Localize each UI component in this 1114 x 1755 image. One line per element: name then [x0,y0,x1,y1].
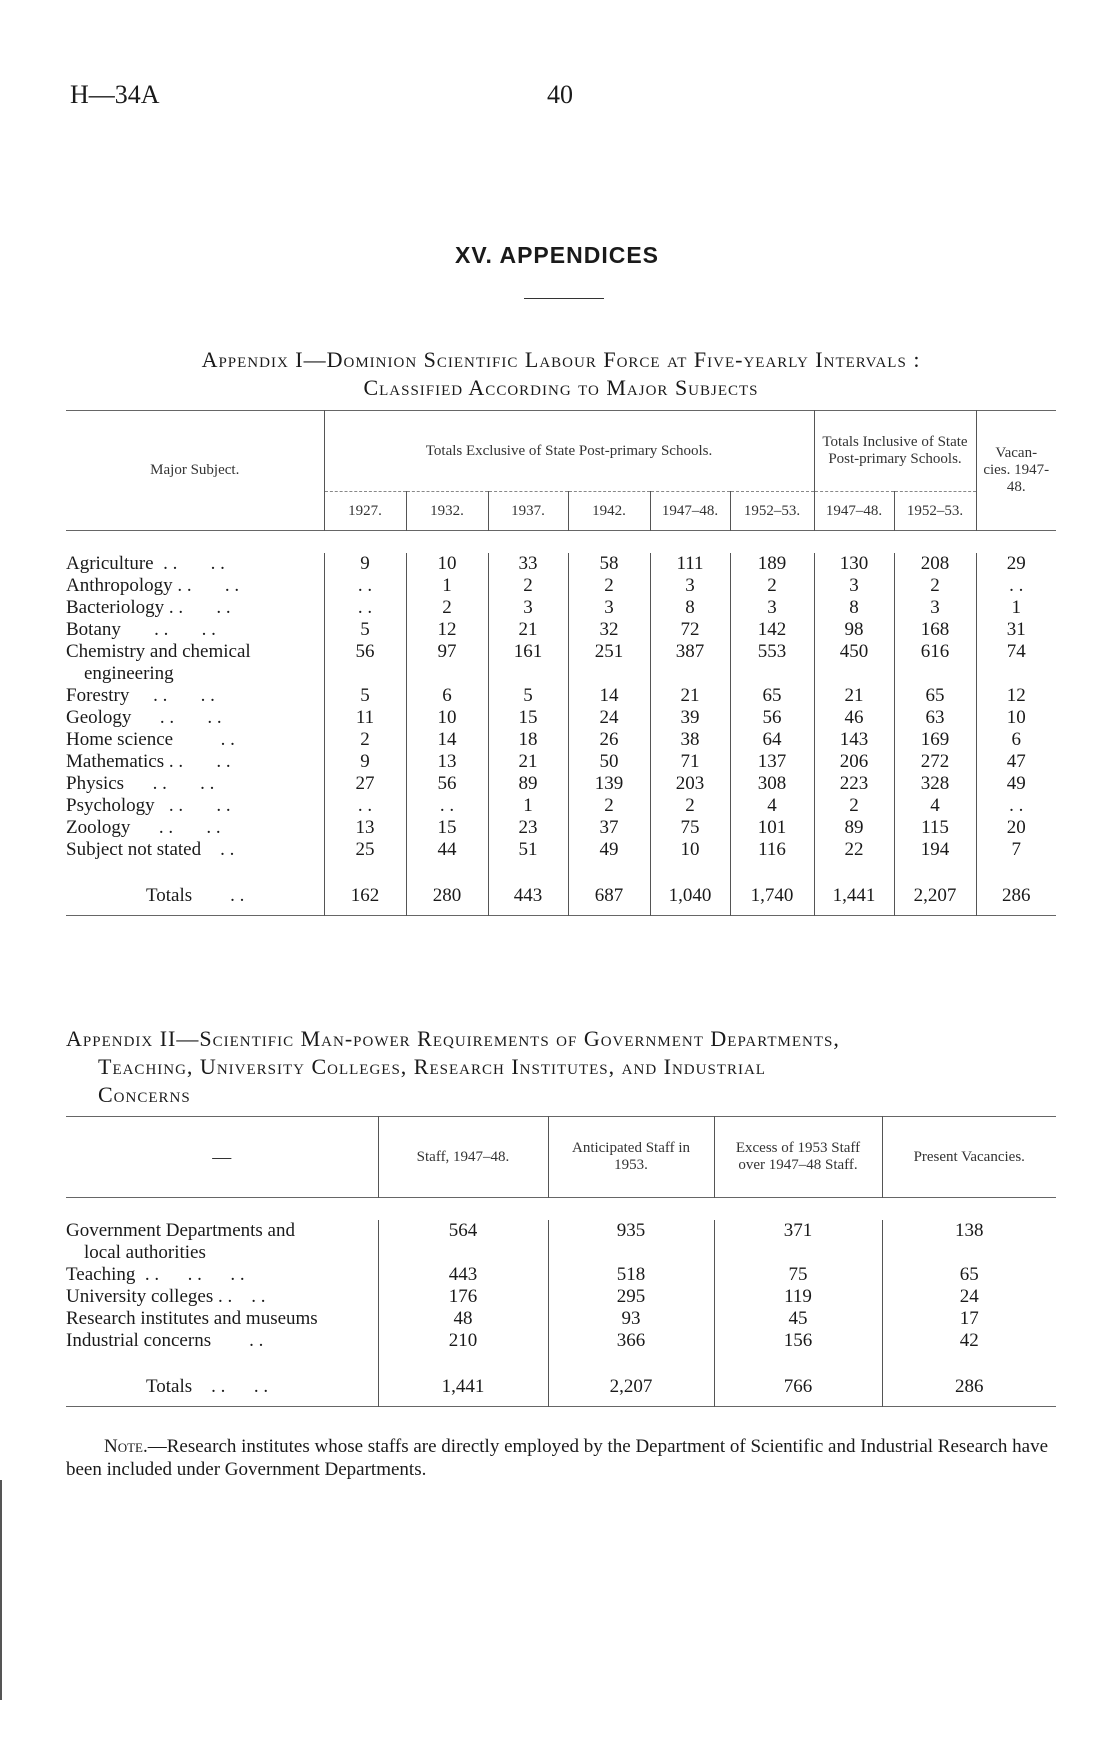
table-cell: 130 [814,553,894,575]
table-row [66,707,1056,729]
spacer-cell [66,861,324,877]
table-cell: 2 [324,729,406,751]
table-row [66,729,1056,751]
table-cell: 21 [814,685,894,707]
table-cell: 50 [568,751,650,773]
table-cell: 206 [814,751,894,773]
table-cell: 48 [378,1308,548,1330]
table-cell: . . [976,575,1056,597]
row-label [66,839,324,861]
row-label [66,619,324,641]
row-label-text: University colleges . . . . [66,1286,266,1307]
table-cell: 13 [324,817,406,839]
table-cell: 14 [568,685,650,707]
table-cell: 308 [730,773,814,795]
table-cell: 116 [730,839,814,861]
appendix2-title-line2: Teaching, University Colleges, Research Institutes, and Industrial [98,1054,766,1079]
header-exclusive: Totals Exclusive of State Post-primary Schools. [324,411,814,492]
table-cell: 65 [730,685,814,707]
table-cell: 20 [976,817,1056,839]
header-excess: Excess of 1953 Staff over 1947–48 Staff. [714,1117,882,1198]
year-1932: 1932. [406,492,488,531]
table-cell: 8 [814,597,894,619]
table-cell: 4 [894,795,976,817]
table-cell: . . [324,597,406,619]
header-present-vacancies: Present Vacancies. [882,1117,1056,1198]
table-cell: 12 [976,685,1056,707]
totals-cell: 286 [976,877,1056,916]
table-cell: 161 [488,641,568,685]
totals-cell: 1,441 [378,1368,548,1407]
table-cell: 15 [488,707,568,729]
totals-cell: 280 [406,877,488,916]
row-label-text: Zoology . . . . [66,817,221,838]
spacer-cell [976,861,1056,877]
header-inclusive: Totals Inclusive of State Post-primary Schools. [814,411,976,492]
table-cell: 156 [714,1330,882,1352]
table-cell: 74 [976,641,1056,685]
table-cell: 137 [730,751,814,773]
year-1952-53: 1952–53. [730,492,814,531]
table-cell: 9 [324,751,406,773]
row-label-text: Botany . . . . [66,619,216,640]
totals-label: Totals . . . . [146,1376,269,1397]
table-cell: 98 [814,619,894,641]
table-cell: 24 [568,707,650,729]
table-cell: 3 [730,597,814,619]
table-cell: 47 [976,751,1056,773]
table-cell: 17 [882,1308,1056,1330]
table-cell: 450 [814,641,894,685]
table-cell: 1 [488,795,568,817]
spacer-row [66,1352,1056,1368]
table-cell: 5 [324,685,406,707]
table-cell: 13 [406,751,488,773]
note-paragraph [66,1435,1056,1481]
row-label-text: Forestry . . . . [66,685,215,706]
table-cell: 387 [650,641,730,685]
row-label [66,773,324,795]
table-cell: 9 [324,553,406,575]
row-label-text: Mathematics . . . . [66,751,231,772]
row-label-text: Bacteriology . . . . [66,597,231,618]
row-label-text: Industrial concerns . . [66,1330,264,1351]
row-label-continuation: local authorities [84,1242,206,1263]
table-cell: 65 [894,685,976,707]
table-cell: . . [324,575,406,597]
table-cell: 49 [568,839,650,861]
year-1927: 1927. [324,492,406,531]
table-cell: 33 [488,553,568,575]
table-cell: 443 [378,1264,548,1286]
spacer-cell [814,861,894,877]
totals-cell: 443 [488,877,568,916]
table-row [66,817,1056,839]
table-cell: 32 [568,619,650,641]
table-cell: 518 [548,1264,714,1286]
table-cell: 4 [730,795,814,817]
header-anticipated: Anticipated Staff in 1953. [548,1117,714,1198]
row-label-text: Home science . . [66,729,235,750]
table-row [66,773,1056,795]
table-cell: 49 [976,773,1056,795]
table-cell: 46 [814,707,894,729]
table-cell: . . [324,795,406,817]
table-cell: 29 [976,553,1056,575]
table-cell: 138 [882,1220,1056,1264]
table-cell: 51 [488,839,568,861]
table-cell: 295 [548,1286,714,1308]
table-cell: 2 [406,597,488,619]
table-row [66,1308,1056,1330]
totals-cell: 162 [324,877,406,916]
row-label-text: Anthropology . . . . [66,575,240,596]
table-cell: 142 [730,619,814,641]
note-text: —Research institutes whose staffs are directly employed by the Department of Scientific and Industrial Research have been included under Government Departments. [66,1436,1049,1480]
table-row [66,839,1056,861]
table-cell: 272 [894,751,976,773]
spacer-cell [714,1352,882,1368]
table-cell: 75 [650,817,730,839]
table-cell: 3 [814,575,894,597]
spacer-cell [894,861,976,877]
table-cell: 2 [894,575,976,597]
table-cell: 564 [378,1220,548,1264]
table-cell: 6 [406,685,488,707]
table-cell: 56 [406,773,488,795]
table-cell: 71 [650,751,730,773]
table-cell: 208 [894,553,976,575]
year-1947-48: 1947–48. [650,492,730,531]
table-cell: 115 [894,817,976,839]
table-cell: 143 [814,729,894,751]
table-row [66,619,1056,641]
row-label [66,597,324,619]
table-cell: 31 [976,619,1056,641]
table-cell: 10 [406,553,488,575]
table-cell: 3 [650,575,730,597]
table-cell: 10 [976,707,1056,729]
table-row [66,641,1056,685]
table-cell: 2 [488,575,568,597]
table-cell: 111 [650,553,730,575]
table-cell: 14 [406,729,488,751]
table-cell: 5 [488,685,568,707]
appendix2-title-line3: Concerns [98,1082,191,1107]
spacer-cell [324,861,406,877]
table-cell: 42 [882,1330,1056,1352]
table-cell: 203 [650,773,730,795]
appendix1-table [66,410,1056,916]
spacer-cell [378,1352,548,1368]
row-label-text: Teaching . . . . . . [66,1264,245,1285]
table-cell: 2 [650,795,730,817]
totals-cell: 1,740 [730,877,814,916]
table-cell: 21 [650,685,730,707]
row-label-text: Psychology . . . . [66,795,231,816]
table-cell: 1 [976,597,1056,619]
row-label [66,1286,378,1308]
totals-cell: 687 [568,877,650,916]
spacer-cell [488,861,568,877]
table-cell: 27 [324,773,406,795]
table-cell: 65 [882,1264,1056,1286]
table-cell: 22 [814,839,894,861]
totals-cell: 286 [882,1368,1056,1407]
table-cell: 72 [650,619,730,641]
appendix2-title-line1: Appendix II—Scientific Man-power Requirements of Government Departments, [66,1026,840,1051]
table-cell: 5 [324,619,406,641]
spacer-cell [730,861,814,877]
table-cell: 189 [730,553,814,575]
table-row [66,575,1056,597]
table-cell: 8 [650,597,730,619]
table-cell: 194 [894,839,976,861]
table-cell: 3 [488,597,568,619]
page-number: 40 [547,80,573,109]
header-major-subject: Major Subject. [150,462,240,478]
table-cell: 366 [548,1330,714,1352]
year-incl-1947-48: 1947–48. [814,492,894,531]
totals-cell: 1,441 [814,877,894,916]
row-label-continuation: engineering [84,663,174,684]
table-cell: 168 [894,619,976,641]
spacer-cell [406,861,488,877]
row-label-text: Chemistry and chemical [66,641,251,662]
table-cell: 7 [976,839,1056,861]
table-cell: 75 [714,1264,882,1286]
table-row [66,1220,1056,1264]
totals-label: Totals . . [146,885,245,906]
table-cell: 371 [714,1220,882,1264]
table-cell: 1 [406,575,488,597]
table-cell: 251 [568,641,650,685]
table-cell: 2 [814,795,894,817]
row-label [66,575,324,597]
table-cell: 18 [488,729,568,751]
table-row [66,751,1056,773]
table-cell: 89 [488,773,568,795]
row-label [66,641,324,685]
table-cell: 10 [650,839,730,861]
row-label-text: Research institutes and museums [66,1308,318,1329]
row-label-text: Geology . . . . [66,707,222,728]
spacer-row [66,531,1056,554]
table-cell: 15 [406,817,488,839]
row-label [66,751,324,773]
year-1942: 1942. [568,492,650,531]
table-cell: 223 [814,773,894,795]
table-cell: 37 [568,817,650,839]
table-cell: 210 [378,1330,548,1352]
row-label [66,729,324,751]
row-label [66,707,324,729]
section-title: XV. APPENDICES [454,242,660,268]
totals-row [66,1368,1056,1407]
table-row [66,1264,1056,1286]
row-label [66,1220,378,1264]
table-cell: 21 [488,619,568,641]
table-cell: 26 [568,729,650,751]
row-label-text: Government Departments and [66,1220,295,1241]
header-vacancies: Vacan-cies. 1947-48. [976,411,1056,531]
appendix2-title [66,1025,1056,1109]
table-cell: 2 [568,795,650,817]
appendix1-title-line1: Appendix I—Dominion Scientific Labour Force at Five-yearly Intervals : [201,347,921,372]
table-row [66,597,1056,619]
year-incl-1952-53: 1952–53. [894,492,976,531]
appendix2-table [66,1116,1056,1407]
note-label: Note. [104,1436,148,1457]
table-row [66,795,1056,817]
row-label [66,795,324,817]
table-row [66,1286,1056,1308]
row-label [66,1308,378,1330]
table-cell: 119 [714,1286,882,1308]
table-cell: 93 [548,1308,714,1330]
totals-cell: 2,207 [548,1368,714,1407]
title-rule [524,298,604,299]
table-row [66,553,1056,575]
table-cell: . . [976,795,1056,817]
document-reference: H—34A [70,80,160,109]
table-cell: 25 [324,839,406,861]
table-cell: 616 [894,641,976,685]
table-cell: 3 [568,597,650,619]
spacer-row [66,861,1056,877]
table-cell: 64 [730,729,814,751]
table-cell: 38 [650,729,730,751]
table-cell: 21 [488,751,568,773]
spacer-cell [568,861,650,877]
header-staff: Staff, 1947–48. [378,1117,548,1198]
spacer-cell [882,1352,1056,1368]
header-dash: — [212,1146,232,1168]
spacer-cell [66,1352,378,1368]
spacer-row [66,1198,1056,1221]
table-cell: 97 [406,641,488,685]
totals-cell: 766 [714,1368,882,1407]
table-cell: 553 [730,641,814,685]
left-margin-line [0,1480,2,1700]
table-cell: 2 [568,575,650,597]
table-cell: 3 [894,597,976,619]
row-label-text: Physics . . . . [66,773,215,794]
table-cell: 169 [894,729,976,751]
table-cell: 58 [568,553,650,575]
row-label [66,1264,378,1286]
row-label [66,553,324,575]
table-row [66,685,1056,707]
row-label-text: Agriculture . . . . [66,553,225,574]
table-cell: 12 [406,619,488,641]
spacer-cell [548,1352,714,1368]
table-cell: 44 [406,839,488,861]
appendix1-title [66,346,1056,402]
table-cell: 6 [976,729,1056,751]
table-cell: 2 [730,575,814,597]
table-cell: 10 [406,707,488,729]
table-cell: 45 [714,1308,882,1330]
table-row [66,1330,1056,1352]
table-cell: 56 [730,707,814,729]
table-cell: 23 [488,817,568,839]
row-label [66,817,324,839]
table-cell: 101 [730,817,814,839]
spacer-cell [650,861,730,877]
row-label [66,685,324,707]
table-cell: 176 [378,1286,548,1308]
table-cell: 328 [894,773,976,795]
totals-row [66,877,1056,916]
row-label-text: Subject not stated . . [66,839,235,860]
totals-cell: 1,040 [650,877,730,916]
row-label [66,1330,378,1352]
table-cell: 24 [882,1286,1056,1308]
table-cell: 39 [650,707,730,729]
appendix1-title-line2: Classified According to Major Subjects [363,375,759,400]
table-cell: 89 [814,817,894,839]
table-cell: 63 [894,707,976,729]
table-cell: 139 [568,773,650,795]
totals-cell: 2,207 [894,877,976,916]
table-cell: 935 [548,1220,714,1264]
year-1937: 1937. [488,492,568,531]
table-cell: 11 [324,707,406,729]
table-cell: 56 [324,641,406,685]
table-cell: . . [406,795,488,817]
